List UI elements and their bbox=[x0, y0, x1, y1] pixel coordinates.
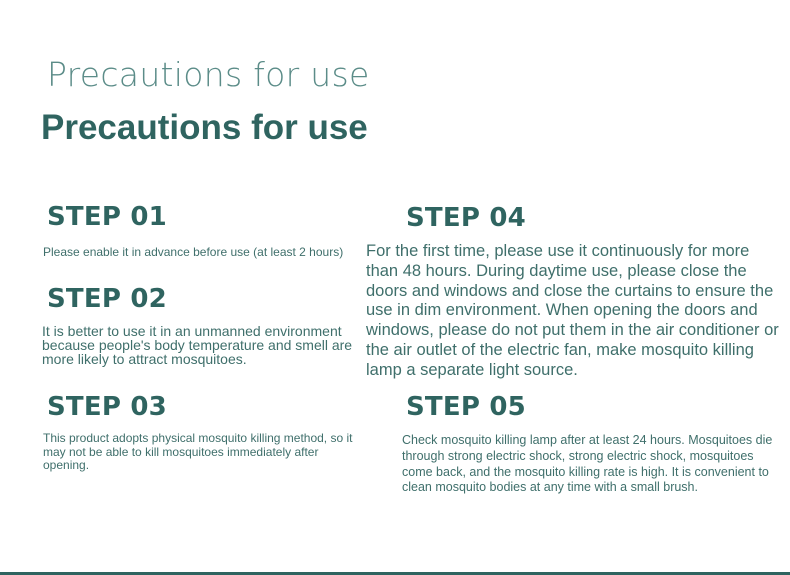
page-title: Precautions for use bbox=[41, 108, 368, 147]
page-subtitle: Precautions for use bbox=[47, 55, 370, 94]
step-text: For the first time, please use it continuously for more than 48 hours. During daytime use, please close the doors and windows and close the curtains to ensure the use in dim environment. When opening the doors and windows, please do not put them in the air conditioner or the air outlet of the electric fan, make mosquito killing lamp a separate light source. bbox=[366, 242, 779, 379]
step-heading: STEP 03 bbox=[47, 392, 167, 422]
step-text: Check mosquito killing lamp after at least 24 hours. Mosquitoes die through strong electric shock, strong electric shock, mosquitoes come back, and the mosquito killing rate is high. It is convenient to clean mosquito bodies at any time with a small brush. bbox=[402, 433, 773, 495]
step-heading: STEP 02 bbox=[47, 284, 167, 314]
step-heading: STEP 05 bbox=[406, 392, 526, 422]
step-text: It is better to use it in an unmanned environment because people's body temperature and smell are more likely to attract mosquitoes. bbox=[42, 323, 353, 367]
step-heading: STEP 04 bbox=[406, 203, 526, 233]
step-text: This product adopts physical mosquito killing method, so it may not be able to kill mosquitoes immediately after opening. bbox=[43, 431, 353, 472]
step-text: Please enable it in advance before use (at least 2 hours) bbox=[43, 245, 344, 259]
step-heading: STEP 01 bbox=[47, 202, 167, 232]
